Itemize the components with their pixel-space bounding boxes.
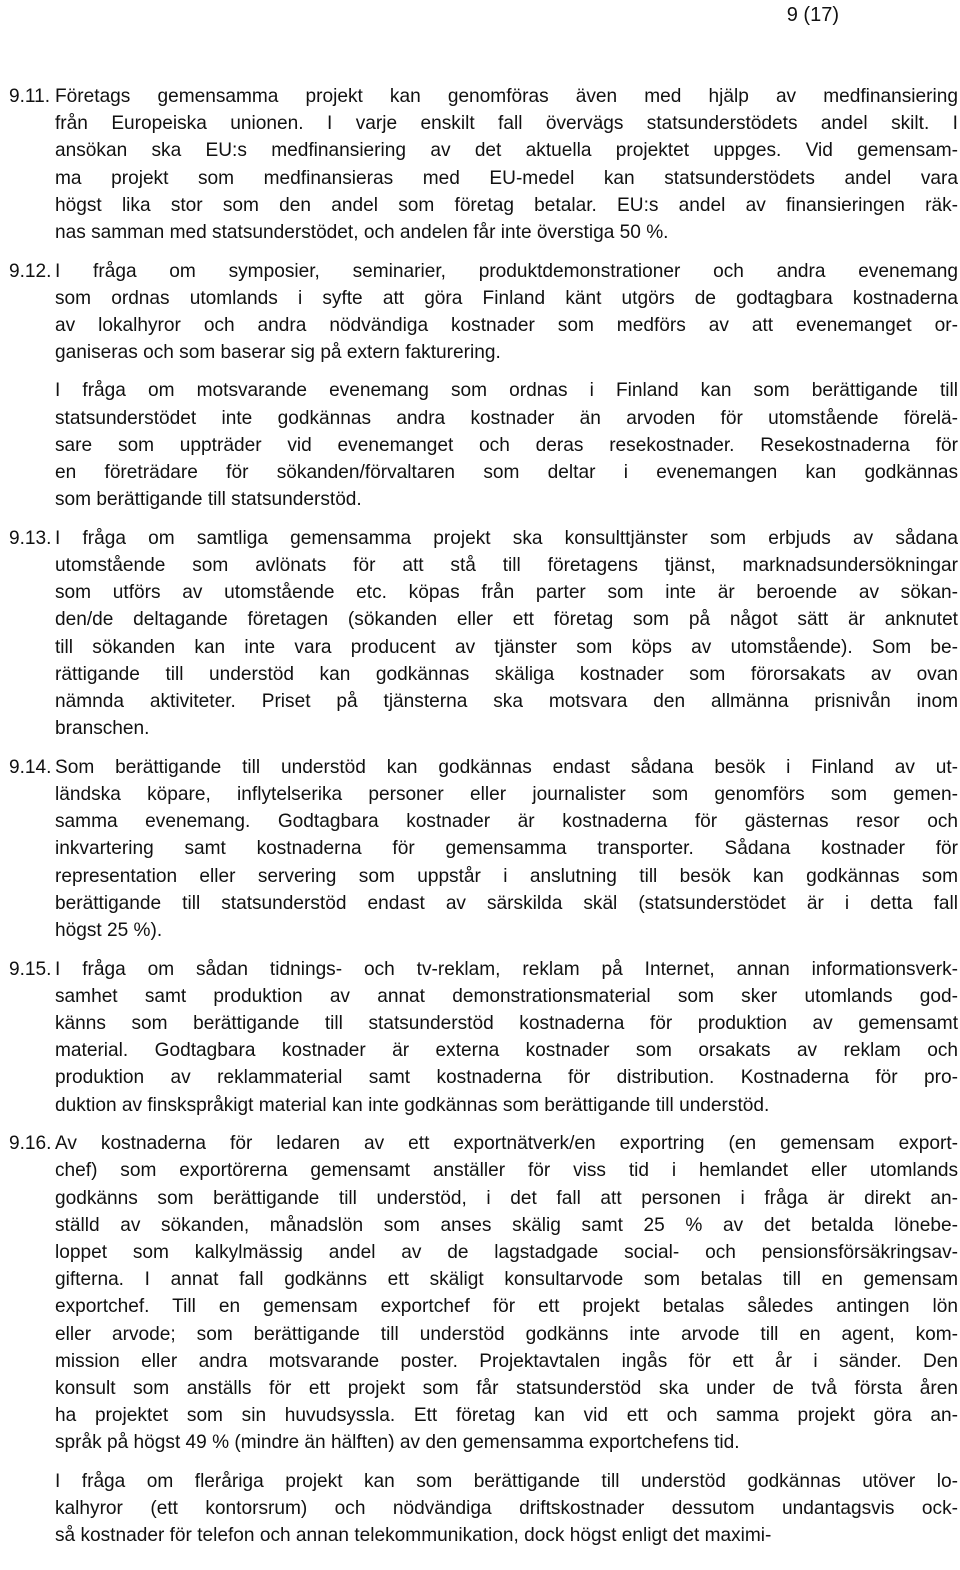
paragraph bbox=[55, 1468, 958, 1550]
text-line: kalhyror (ett kontorsrum) och nödvändiga driftskostnader dessutom undantagsvis ock- bbox=[55, 1497, 958, 1519]
text-line: nas samman med statsunderstödet, och andelen får inte överstiga 50 %. bbox=[55, 221, 669, 243]
text-line: av lokalhyror och andra nödvändiga kostnader som medförs av att evenemanget or- bbox=[55, 315, 958, 336]
page-number: 9 (17) bbox=[786, 4, 839, 26]
text-line: till sökanden kan inte vara producent av tjänster som köps av utomstående). Som be- bbox=[55, 636, 958, 658]
text-line: utomstående som avlönats för att stå till företagens tjänst, marknadsundersökningar bbox=[55, 555, 958, 576]
paragraph bbox=[55, 525, 958, 743]
text-line: representation eller servering som uppstår i anslutning till besök kan godkännas som bbox=[55, 865, 958, 887]
text-line: statsunderstödet inte godkännas andra kostnader än arvoden för utomstående förelä- bbox=[55, 407, 958, 429]
section-9-12 bbox=[9, 258, 958, 514]
section-9-13 bbox=[9, 525, 958, 743]
text-line: samma evenemang. Godtagbara kostnader är kostnaderna för gästernas resor och bbox=[55, 811, 958, 833]
text-line: samhet samt produktion av annat demonstrationsmaterial som sker utomlands god- bbox=[55, 985, 958, 1007]
text-line: högst 25 %). bbox=[55, 919, 163, 941]
section-number: 9.14. bbox=[9, 756, 52, 778]
text-line: duktion av finskspråkigt material kan inte godkännas som berättigande till understöd. bbox=[55, 1094, 770, 1116]
text-line: exportchef. Till en gemensam exportchef för ett projekt betalas således antingen lön bbox=[55, 1296, 958, 1318]
text-line: Av kostnaderna för ledaren av ett exportnätverk/en exportring (en gemensam export- bbox=[55, 1133, 958, 1155]
text-line: rättigande till understöd kan godkännas skäliga kostnader som förorsakats av ovan bbox=[55, 663, 958, 685]
section-9-11 bbox=[9, 83, 958, 246]
text-line: språk på högst 49 % (mindre än hälften) av den gemensamma exportchefens tid. bbox=[55, 1432, 740, 1454]
paragraph-gap bbox=[55, 1457, 958, 1468]
text-line: ma projekt som medfinansieras med EU-medel kan statsunderstödets andel vara bbox=[55, 167, 958, 189]
paragraph bbox=[55, 1130, 958, 1456]
section-number: 9.15. bbox=[9, 958, 52, 980]
text-line: material. Godtagbara kostnader är externa kostnader som orsakats av reklam och bbox=[55, 1040, 958, 1062]
text-line: I fråga om sådan tidnings- och tv-reklam, reklam på Internet, annan informationsverk- bbox=[55, 958, 958, 980]
text-line: chef) som exportörerna gemensamt anställer för viss tid i hemlandet eller utomlands bbox=[55, 1160, 958, 1182]
section-number: 9.12. bbox=[9, 260, 52, 282]
section-9-15 bbox=[9, 956, 958, 1119]
text-line: mission eller andra motsvarande poster. Projektavtalen ingås för ett år i sänder. Den bbox=[55, 1350, 958, 1372]
text-line: I fråga om samtliga gemensamma projekt ska konsulttjänster som erbjuds av sådana bbox=[55, 527, 958, 549]
text-line: produktion av reklammaterial samt kostnaderna för distribution. Kostnaderna för pro- bbox=[55, 1067, 958, 1089]
text-line: loppet som kalkylmässig andel av de lagstadgade social- och pensionsförsäkringsav- bbox=[55, 1242, 958, 1263]
text-line: som berättigande till statsunderstöd. bbox=[55, 489, 362, 511]
section-9-14 bbox=[9, 754, 958, 944]
text-line: från Europeiska unionen. I varje enskilt fall övervägs statsunderstödets andel skilt. I bbox=[55, 113, 958, 135]
paragraph bbox=[55, 754, 958, 944]
section-9-16 bbox=[9, 1130, 958, 1549]
text-line: ansökan ska EU:s medfinansiering av det aktuella projektet uppges. Vid gemensam- bbox=[55, 140, 958, 162]
text-line: nämnda aktiviteter. Priset på tjänsterna ska motsvara den allmänna prisnivån inom bbox=[55, 690, 958, 712]
text-line: eller arvode; som berättigande till understöd godkänns inte arvode till en agent, kom- bbox=[55, 1323, 958, 1345]
paragraph bbox=[55, 258, 958, 367]
paragraph-gap bbox=[55, 366, 958, 377]
text-line: I fråga om fleråriga projekt kan som berättigande till understöd godkännas utöver lo- bbox=[55, 1470, 958, 1492]
text-line: I fråga om motsvarande evenemang som ordnas i Finland kan som berättigande till bbox=[55, 380, 958, 402]
text-line: känns som berättigande till statsunderstöd kostnaderna för produktion av gemensamt bbox=[55, 1013, 958, 1034]
text-line: den/de deltagande företagen (sökanden eller ett företag som på något sätt är anknutet bbox=[55, 609, 958, 631]
text-line: konsult som anställs för ett projekt som får statsunderstöd ska under de två första åren bbox=[55, 1377, 958, 1399]
section-number: 9.11. bbox=[9, 86, 51, 107]
document-body bbox=[9, 83, 958, 1561]
text-line: ställd av sökanden, månadslön som anses skälig samt 25 % av det betalda lönebe- bbox=[55, 1214, 958, 1236]
text-line: berättigande till statsunderstöd endast av särskilda skäl (statsunderstödet är i detta fall bbox=[55, 892, 958, 914]
section-number: 9.16. bbox=[9, 1133, 52, 1155]
text-line: Som berättigande till understöd kan godkännas endast sådana besök i Finland av ut- bbox=[55, 756, 958, 778]
text-line: sare som uppträder vid evenemanget och deras resekostnader. Resekostnaderna för bbox=[55, 434, 958, 456]
paragraph bbox=[55, 83, 958, 246]
text-line: branschen. bbox=[55, 718, 150, 740]
text-line: som ordnas utomlands i syfte att göra Finland känt utgörs de godtagbara kostnaderna bbox=[55, 287, 958, 309]
section-number: 9.13. bbox=[9, 527, 52, 549]
text-line: I fråga om symposier, seminarier, produktdemonstrationer och andra evenemang bbox=[55, 260, 958, 282]
paragraph bbox=[55, 377, 958, 513]
text-line: så kostnader för telefon och annan telekommunikation, dock högst enligt det maximi- bbox=[55, 1524, 772, 1546]
text-line: ländska köpare, inflytelserika personer eller journalister som genomförs som gemen- bbox=[55, 784, 958, 805]
text-line: ha projektet som sin huvudsyssla. Ett företag kan vid ett och samma projekt göra an- bbox=[55, 1405, 958, 1427]
text-line: ganiseras och som baserar sig på extern fakturering. bbox=[55, 342, 501, 364]
paragraph bbox=[55, 956, 958, 1119]
text-line: som utförs av utomstående etc. köpas från parter som inte är beroende av sökan- bbox=[55, 582, 958, 604]
text-line: Företags gemensamma projekt kan genomföras även med hjälp av medfinansiering bbox=[55, 86, 958, 107]
text-line: gifterna. I annat fall godkänns ett skäligt konsultarvode som betalas till en gemensam bbox=[55, 1269, 958, 1291]
text-line: inkvartering samt kostnaderna för gemensamma transporter. Sådana kostnader för bbox=[55, 838, 958, 860]
text-line: en företrädare för sökanden/förvaltaren som deltar i evenemangen kan godkännas bbox=[55, 461, 958, 483]
text-line: godkänns som berättigande till understöd, i det fall att personen i fråga är direkt an- bbox=[55, 1187, 958, 1209]
text-line: högst lika stor som den andel som företag betalar. EU:s andel av finansieringen räk- bbox=[55, 194, 958, 216]
